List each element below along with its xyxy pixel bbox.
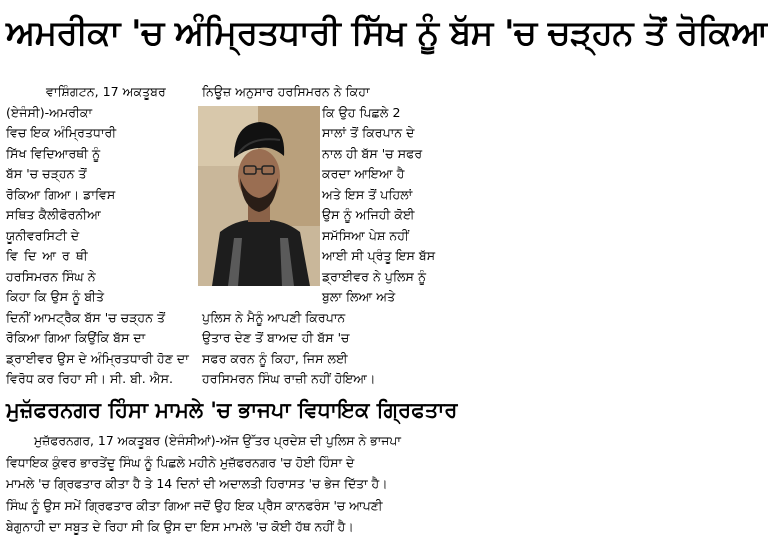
story-line: ਰੋਕਿਆ ਗਿਆ ਕਿਉਂਕਿ ਬੱਸ ਦਾ xyxy=(6,330,146,345)
story-line: ਵਿਰੋਧ ਕਰ ਰਿਹਾ ਸੀ। ਸੀ. ਬੀ. ਐਸ. xyxy=(6,371,173,386)
story-line: ਕਿ ਉਹ ਪਿਛਲੇ 2 xyxy=(322,104,401,120)
story-line: ਸਾਲਾਂ ਤੋਂ ਕਿਰਪਾਨ ਦੇ xyxy=(322,125,415,140)
story-line: ਰੋਕਿਆ ਗਿਆ। ਡਾਵਿਸ xyxy=(6,186,116,202)
story1-right-column xyxy=(202,82,440,390)
story-line: ਬੱਸ 'ਚ ਚੜ੍ਹਨ ਤੋਂ xyxy=(6,166,87,181)
story-line: (ਏਜੰਸੀ)-ਅਮਰੀਕਾ xyxy=(6,104,93,120)
story-line: ਸਮੱਸਿਆ ਪੇਸ਼ ਨਹੀਂ xyxy=(322,227,409,243)
story-line: ਡ੍ਰਾਈਵਰ ਉਸ ਦੇ ਅੰਮ੍ਰਿਤਧਾਰੀ ਹੋਣ ਦਾ xyxy=(6,350,189,366)
story-line: ਬੁਲਾ ਲਿਆ ਅਤੇ xyxy=(322,289,396,304)
story-line: ਡ੍ਰਾਈਵਰ ਨੇ ਪੁਲਿਸ ਨੂੰ xyxy=(322,268,427,284)
story-line: ਹਰਸਿਮਰਨ ਸਿੰਘ ਰਾਜ਼ੀ ਨਹੀਂ ਹੋਇਆ। xyxy=(202,371,376,386)
story-line: ਕਿਹਾ ਕਿ ਉਸ ਨੂੰ ਬੀਤੇ xyxy=(6,289,105,304)
story-line: ਨਾਲ ਹੀ ਬੱਸ 'ਚ ਸਫਰ xyxy=(322,145,423,161)
story-line: ਮੁਜ਼ੱਫਰਨਗਰ, 17 ਅਕਤੂਬਰ (ਏਜੰਸੀਆਂ)-ਅੱਜ ਉੱਤਰ ਪ੍ਰਦੇਸ਼ ਦੀ ਪੁਲਿਸ ਨੇ ਭਾਜਪਾ xyxy=(34,433,401,448)
story-line: ਨਿਊਜ਼ ਅਨੁਸਾਰ ਹਰਸਿਮਰਨ ਨੇ ਕਿਹਾ xyxy=(202,84,370,99)
story-line: ਸਿੰਘ ਨੂੰ ਉਸ ਸਮੇਂ ਗ੍ਰਿਫਤਾਰ ਕੀਤਾ ਗਿਆ ਜਦੋਂ ਉਹ ਇਕ ਪ੍ਰੈਸ ਕਾਨਫਰੰਸ 'ਚ ਆਪਣੀ xyxy=(6,497,383,513)
story-line: ਸਿੱਖ ਵਿਦਿਆਰਥੀ ਨੂੰ xyxy=(6,145,101,161)
story-line: ਉਸ ਨੂੰ ਅਜਿਹੀ ਕੋਈ xyxy=(322,207,415,222)
story1-left-column xyxy=(6,82,194,390)
main-headline: ਅਮਰੀਕਾ 'ਚ ਅੰਮ੍ਰਿਤਧਾਰੀ ਸਿੱਖ ਨੂੰ ਬੱਸ 'ਚ ਚੜ੍ਹਨ ਤੋਂ ਰੋਕਿਆ xyxy=(6,13,768,53)
story-line: ਅਤੇ ਇਸ ਤੋਂ ਪਹਿਲਾਂ xyxy=(322,186,413,202)
story-line: ਸਥਿਤ ਕੈਲੀਫੋਰਨੀਆ xyxy=(6,207,101,222)
story2-body xyxy=(6,430,440,538)
story-line: ਸਫਰ ਕਰਨ ਨੂੰ ਕਿਹਾ, ਜਿਸ ਲਈ xyxy=(202,350,348,366)
story-line: ਮਾਮਲੇ 'ਚ ਗ੍ਰਿਫਤਾਰ ਕੀਤਾ ਹੈ ਤੇ 14 ਦਿਨਾਂ ਦੀ ਅਦਾਲਤੀ ਹਿਰਾਸਤ 'ਚ ਭੇਜ ਦਿੱਤਾ ਹੈ। xyxy=(6,476,388,491)
story-line: ਯੂਨੀਵਰਸਿਟੀ ਦੇ xyxy=(6,227,80,243)
story-line: ਬੇਗੁਨਾਹੀ ਦਾ ਸਬੂਤ ਦੇ ਰਿਹਾ ਸੀ ਕਿ ਉਸ ਦਾ ਇਸ ਮਾਮਲੇ 'ਚ ਕੋਈ ਹੱਥ ਨਹੀਂ ਹੈ। xyxy=(6,519,354,534)
story-line: ਵਿਚ ਇਕ ਅੰਮ੍ਰਿਤਧਾਰੀ xyxy=(6,125,117,140)
story-line: ਵਿਦਿਆਰਥੀ xyxy=(6,248,94,263)
story-line: ਆਈ ਸੀ ਪ੍ਰੰਤੂ ਇਸ ਬੱਸ xyxy=(322,248,436,263)
story-line: ਵਾਸ਼ਿੰਗਟਨ, 17 ਅਕਤੂਬਰ xyxy=(46,84,166,99)
story-line: ਦਿਨੀਂ ਆਮਟ੍ਰੈਕ ਬੱਸ 'ਚ ਚੜ੍ਹਨ ਤੋਂ xyxy=(6,309,166,325)
story-line: ਵਿਧਾਇਕ ਕੁੰਵਰ ਭਾਰਤੇਂਦੂ ਸਿੰਘ ਨੂੰ ਪਿਛਲੇ ਮਹੀਨੇ ਮੁਜ਼ੱਫਰਨਗਰ 'ਚ ਹੋਈ ਹਿੰਸਾ ਦੇ xyxy=(6,454,355,470)
story-line: ਕਰਦਾ ਆਇਆ ਹੈ xyxy=(322,166,405,181)
story-line: ਪੁਲਿਸ ਨੇ ਮੈਨੂੰ ਆਪਣੀ ਕਿਰਪਾਨ xyxy=(202,309,346,325)
story-line: ਉਤਾਰ ਦੇਣ ਤੋਂ ਬਾਅਦ ਹੀ ਬੱਸ 'ਚ xyxy=(202,330,350,345)
second-headline: ਮੁਜ਼ੱਫਰਨਗਰ ਹਿੰਸਾ ਮਾਮਲੇ 'ਚ ਭਾਜਪਾ ਵਿਧਾਇਕ ਗ੍ਰਿਫਤਾਰ xyxy=(6,398,458,422)
story-line: ਹਰਸਿਮਰਨ ਸਿੰਘ ਨੇ xyxy=(6,268,96,284)
